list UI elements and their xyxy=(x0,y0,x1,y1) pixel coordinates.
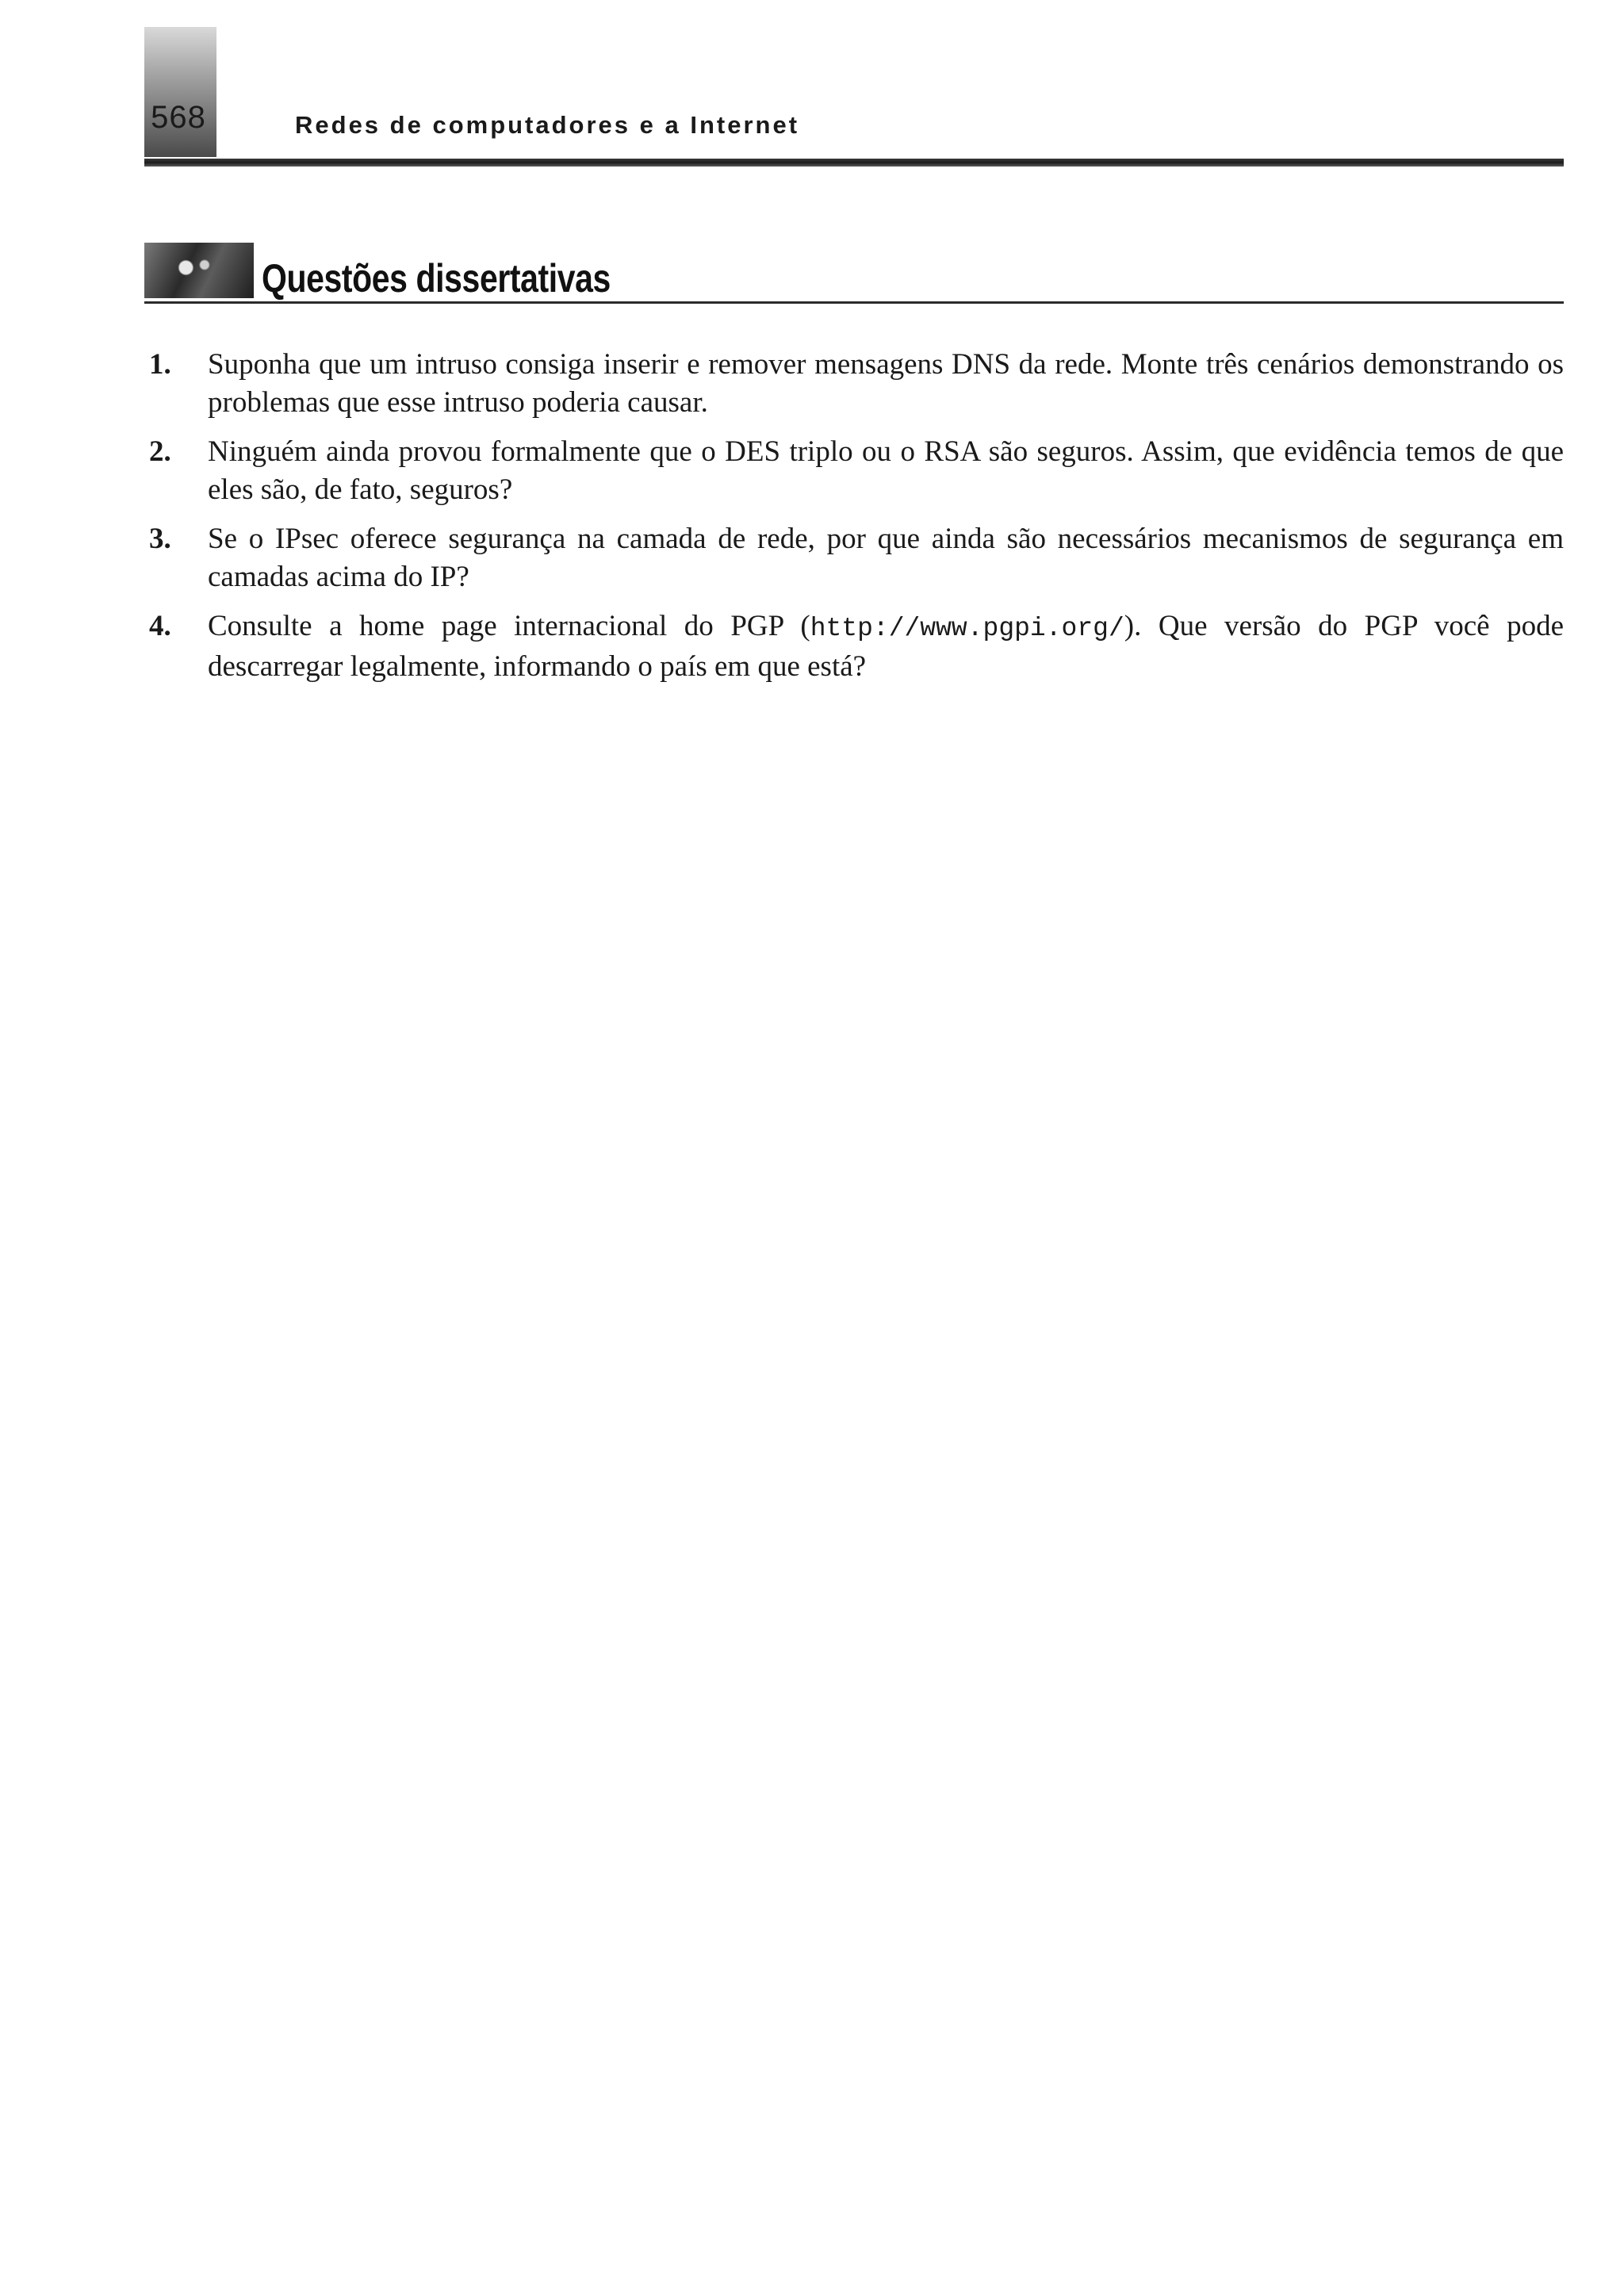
question-item xyxy=(144,520,1564,596)
section-icon xyxy=(144,243,254,298)
question-text xyxy=(208,607,1564,686)
question-number: 3. xyxy=(149,523,171,555)
question-item xyxy=(144,607,1564,686)
running-title: Redes de computadores e a Internet xyxy=(295,111,800,139)
question-number: 4. xyxy=(149,610,171,642)
question-text: Ninguém ainda provou formalmente que o DES triplo ou o RSA são seguros. Assim, que evidência temos de que eles são, de fato, seguros? xyxy=(208,435,1564,506)
pgp-url: http://www.pgpi.org/ xyxy=(810,614,1124,643)
question-item xyxy=(144,433,1564,509)
question-number: 2. xyxy=(149,435,171,468)
page-number: 568 xyxy=(151,100,206,135)
section-title: Questões dissertativas xyxy=(262,256,611,301)
question-text-after-url: ). Que versão do PGP você pode descarregar legalmente, informando o país em que está? xyxy=(208,610,1564,683)
section-rule xyxy=(144,301,1564,304)
question-text: Suponha que um intruso consiga inserir e remover mensagens DNS da rede. Monte três cenários demonstrando os problemas que esse intruso poderia causar. xyxy=(208,348,1564,419)
question-list xyxy=(144,346,1564,697)
header-rule xyxy=(144,159,1564,167)
page-number-tab xyxy=(144,27,216,157)
question-number: 1. xyxy=(149,348,171,381)
question-text: Se o IPsec oferece segurança na camada de rede, por que ainda são necessários mecanismos de segurança em camadas acima do IP? xyxy=(208,523,1564,593)
question-item xyxy=(144,346,1564,422)
question-text-before-url: Consulte a home page internacional do PGP ( xyxy=(208,610,810,642)
